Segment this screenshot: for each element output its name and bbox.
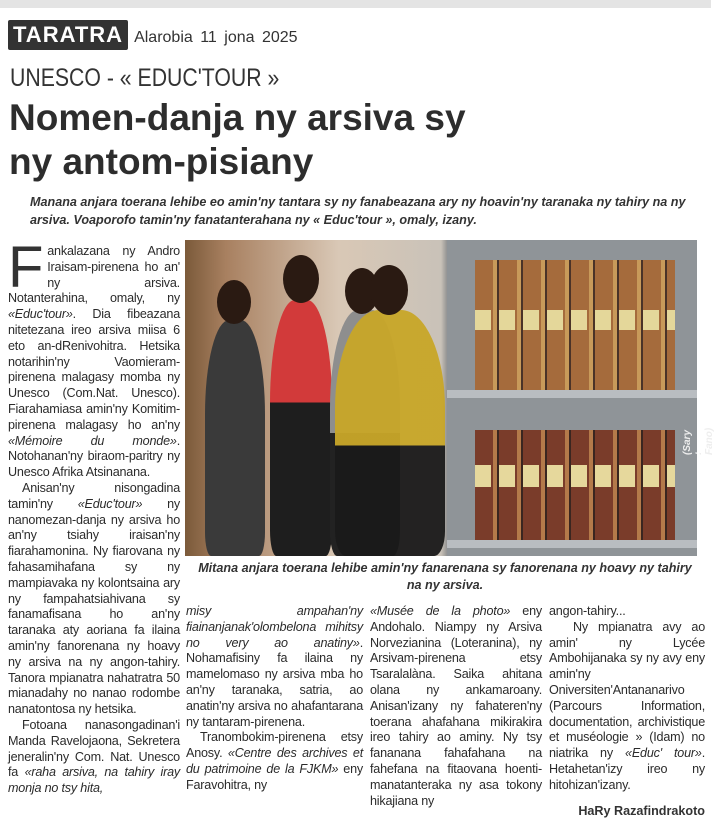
- person: [205, 320, 265, 556]
- binder-labels: [475, 465, 675, 487]
- text: Ny mpianatra avy ao amin' ny Lycée Ambohijanaka sy ny avy eny amin'ny Oniversiten'Antananarivo (Parcours Information, documentation, archivistique et muséologie » (Idam) no niatrika ny: [549, 619, 705, 761]
- article-photo: [185, 240, 697, 556]
- article-kicker: UNESCO - « EDUC'TOUR »: [10, 64, 280, 92]
- text: «raha arsiva, na tahiry iray monja no tsy hita,: [8, 765, 180, 796]
- photo-caption: Mitana anjara toerana lehibe amin'ny fanarenana sy fanorenana ny hoavy ny tahiry na ny arsiva.: [198, 561, 692, 592]
- column-3: [370, 604, 542, 809]
- column-4: [549, 604, 705, 819]
- text: «Musée de la photo»: [370, 604, 511, 618]
- binder-labels: [475, 310, 675, 330]
- text: «Educ'tour»: [8, 307, 73, 322]
- author-byline: HaRy Razafindrakoto: [578, 803, 705, 818]
- title-line: ny antom-pisiany: [9, 141, 314, 182]
- article-lead: Manana anjara toerana lehibe eo amin'ny tantara sy ny fanabeazana ary ny hoavin'ny taranaka ny tahiry na ny arsiva. Voaporofo tamin'ny fanatanterahana ny « Educ'tour », omaly, izany.: [30, 195, 686, 227]
- paragraph: [370, 604, 542, 809]
- person: [335, 310, 445, 556]
- paragraph: [8, 481, 180, 718]
- text: Anisan'ny nisongadina tamin'ny: [8, 480, 180, 511]
- article-title: [9, 96, 709, 184]
- text: eny Andohalo. Niampy ny Arsiva Norvezianina (Loteranina), ny Arsivam-pirenena etsy Tsaralalàna. Saika ahitana olana ny ankamaroany. Anisan'izany ny fahateren'ny toerana ahafahana mikirakira ireo tahiry ao aminy. Ny tsy fananana fahafahana na fahefana na fitaovana hoenti-manatanteraka ny asa tokony hikajiana ny: [370, 604, 542, 808]
- text: Fotoana nanasongadinan'i Manda Ravelojaona, Sekretera jeneralin'ny Com. Nat. Unesco fa: [8, 717, 180, 780]
- text: misy ampahan'ny fiainanjanak'olombelona mihitsy no very ao anatiny»: [186, 604, 363, 650]
- paragraph: [549, 620, 705, 794]
- shelf: [447, 390, 697, 398]
- person-head: [217, 280, 251, 324]
- text: ny nanomezan-danja ny arsiva ho an'ny tsiahy iraisan'ny fiarahamonina. Ny fiarovana ny fahasamihafana sy ny mampiavaka ny kolontsaina ary ny fampahatsiahivana sy fanamafisana ho an'ny taranaka aty aoriana fa ilaina amin'ny fanorenana ny hoavy ny arsiva na ny angon-tahiry. Tanora mpianatra nahatratra 50 mianadahy no nanao rodombe nanatontosa ny hetsika.: [8, 496, 180, 717]
- masthead: [8, 20, 298, 50]
- paragraph: [8, 718, 180, 797]
- person-head: [370, 265, 408, 315]
- text: Tranombokim-pirenena etsy Anosy.: [186, 730, 363, 761]
- newspaper-logo: TARATRA: [8, 20, 128, 50]
- shelf: [447, 540, 697, 548]
- photo-credit: (Sary : Fano): [682, 427, 715, 455]
- person-head: [283, 255, 319, 303]
- paragraph: angon-tahiry...: [549, 604, 626, 618]
- title-line: Nomen-danja ny arsiva sy: [9, 97, 466, 138]
- paragraph: [186, 604, 363, 730]
- text: . Hetahetan'izy ireo ny hitohizan'izany.: [549, 746, 706, 792]
- text: «Educ'tour»: [77, 496, 143, 511]
- paragraph: [186, 730, 363, 793]
- text: ankalazana ny Andro Iraisam-pirenena ho an' ny arsiva. Notanterahina, omaly, ny: [8, 244, 180, 306]
- paragraph: [8, 235, 180, 481]
- text: . Notohanan'ny biraom-paritry ny Unesco Afrika Atsinanana.: [8, 433, 180, 480]
- person: [270, 300, 332, 556]
- text: eny Faravohitra, ny: [186, 761, 363, 792]
- top-bar: [0, 0, 711, 8]
- text: . Nohamafisiny fa ilaina ny mamelomaso ny arsiva mba ho an'ny taranaka, satria, ao anatin'ny arsiva no ahafantarana ny tantaram-pirenena.: [186, 635, 363, 729]
- text: «Centre des archives et du patrimoine de la FJKM»: [186, 746, 364, 776]
- text: «Mémoire du monde»: [8, 433, 177, 448]
- issue-date: Alarobia 11 jona 2025: [134, 29, 298, 46]
- column-2: [186, 604, 363, 794]
- text: «Educ' tour»: [625, 746, 702, 761]
- column-1: [8, 235, 180, 797]
- drop-cap: F: [8, 235, 44, 300]
- text: . Dia fibeazana nitetezana ireo arsiva miisa 6 eto an-dRenivohitra. Hetsika notarihin'ny Vaomieram-pirenena malagasy momba ny Unesco (Com.Nat. Unesco). Fiarahamiasa amin'ny Komitim-pirenena malagasy ho an'ny: [8, 307, 180, 432]
